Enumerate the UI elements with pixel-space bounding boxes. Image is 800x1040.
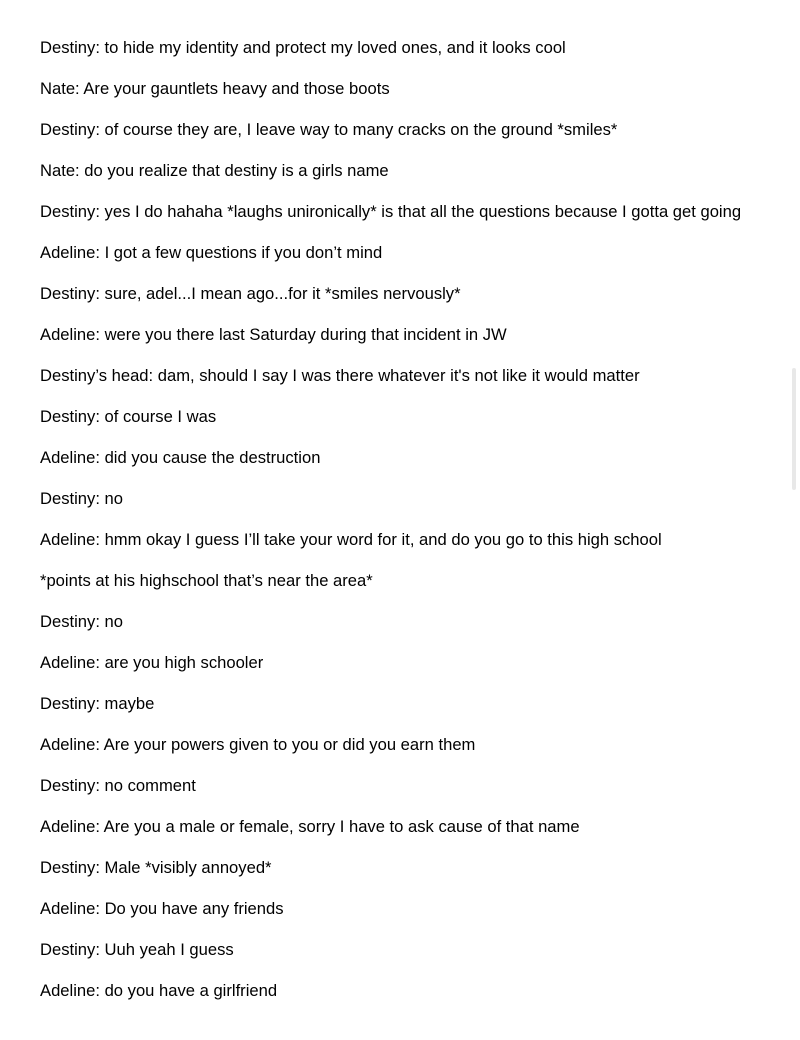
dialogue-line: Destiny: Male *visibly annoyed* [40, 858, 272, 877]
dialogue-line: Destiny: yes I do hahaha *laughs unironically* is that all the questions because I gotta get going [40, 202, 742, 221]
dialogue-line: Destiny: of course they are, I leave way to many cracks on the ground *smiles* [40, 120, 618, 139]
dialogue-line: Destiny: of course I was [40, 407, 217, 426]
dialogue-list [40, 36, 780, 1020]
dialogue-line: Destiny: no [40, 489, 124, 508]
dialogue-line: Adeline: are you high schooler [40, 653, 264, 672]
dialogue-line: Destiny: to hide my identity and protect my loved ones, and it looks cool [40, 38, 566, 57]
dialogue-line: Adeline: Are your powers given to you or did you earn them [40, 735, 476, 754]
dialogue-line: Nate: do you realize that destiny is a girls name [40, 161, 389, 180]
dialogue-line: Adeline: I got a few questions if you don’t mind [40, 243, 383, 262]
dialogue-line: Adeline: do you have a girlfriend [40, 981, 278, 1000]
dialogue-line: Adeline: were you there last Saturday during that incident in JW [40, 325, 507, 344]
dialogue-line: Adeline: hmm okay I guess I’ll take your word for it, and do you go to this high school [40, 530, 662, 549]
dialogue-line: Destiny: no [40, 612, 124, 631]
dialogue-line: Destiny: maybe [40, 694, 155, 713]
dialogue-line: Adeline: did you cause the destruction [40, 448, 321, 467]
dialogue-line: *points at his highschool that’s near the area* [40, 571, 373, 590]
dialogue-line: Nate: Are your gauntlets heavy and those boots [40, 79, 390, 98]
dialogue-line: Destiny: sure, adel...I mean ago...for it *smiles nervously* [40, 284, 461, 303]
dialogue-line: Destiny: Uuh yeah I guess [40, 940, 234, 959]
dialogue-line: Adeline: Are you a male or female, sorry I have to ask cause of that name [40, 817, 580, 836]
dialogue-line: Destiny’s head: dam, should I say I was there whatever it's not like it would matter [40, 366, 640, 385]
dialogue-line: Destiny: no comment [40, 776, 196, 795]
dialogue-line: Adeline: Do you have any friends [40, 899, 284, 918]
scrollbar-thumb[interactable] [792, 368, 796, 490]
